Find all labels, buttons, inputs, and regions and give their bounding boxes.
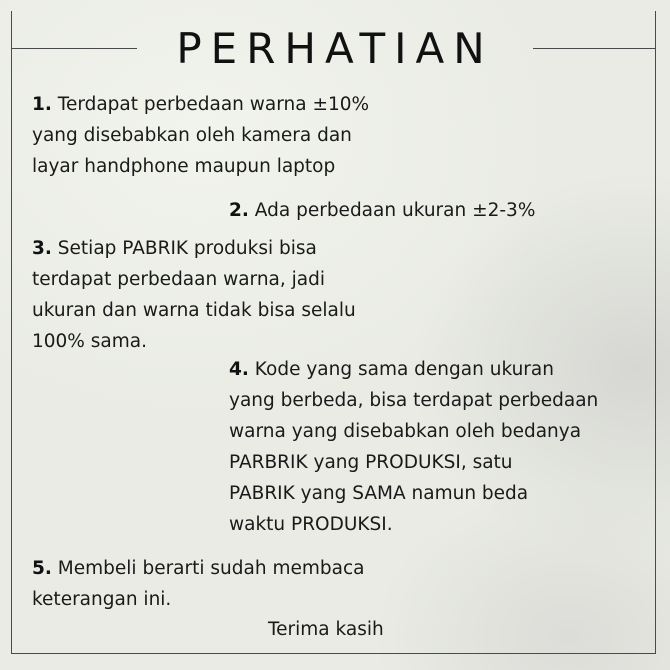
point-1-line-2: yang disebabkan oleh kamera dan xyxy=(32,125,352,146)
point-4-line-5: PABRIK yang SAMA namun beda xyxy=(229,483,529,504)
point-3-line-2: terdapat perbedaan warna, jadi xyxy=(32,269,326,290)
point-5-line-2: keterangan ini. xyxy=(32,589,172,610)
point-2-line-1: 2. Ada perbedaan ukuran ±2-3% xyxy=(229,200,536,221)
closing-text: Terima kasih xyxy=(268,619,384,640)
point-4-line-3: warna yang disebabkan oleh bedanya xyxy=(229,421,582,442)
point-3-line-1: 3. Setiap PABRIK produksi bisa xyxy=(32,238,317,259)
point-4-number: 4. xyxy=(229,359,249,380)
point-4-line-1: 4. Kode yang sama dengan ukuran xyxy=(229,359,554,380)
point-3-line-3: ukuran dan warna tidak bisa selalu xyxy=(32,300,356,321)
page-title: PERHATIAN xyxy=(176,24,494,73)
border-frame-top-left xyxy=(11,48,137,49)
point-2-number: 2. xyxy=(229,200,249,221)
point-1 xyxy=(32,89,369,182)
point-4-line-6: waktu PRODUKSI. xyxy=(229,514,393,535)
point-3-line-4: 100% sama. xyxy=(32,331,147,352)
point-5-number: 5. xyxy=(32,558,52,579)
point-4-line-2: yang berbeda, bisa terdapat perbedaan xyxy=(229,390,599,411)
border-frame-top-right xyxy=(533,48,656,49)
point-4-line-4: PARBRIK yang PRODUKSI, satu xyxy=(229,452,513,473)
point-3 xyxy=(32,233,356,357)
point-1-line-3: layar handphone maupun laptop xyxy=(32,156,336,177)
point-1-line-1: 1. Terdapat perbedaan warna ±10% xyxy=(32,94,370,115)
point-4 xyxy=(229,354,598,540)
point-3-number: 3. xyxy=(32,238,52,259)
point-1-number: 1. xyxy=(32,94,52,115)
point-2 xyxy=(229,195,535,226)
point-5-line-1: 5. Membeli berarti sudah membaca xyxy=(32,558,365,579)
point-5 xyxy=(32,553,364,615)
